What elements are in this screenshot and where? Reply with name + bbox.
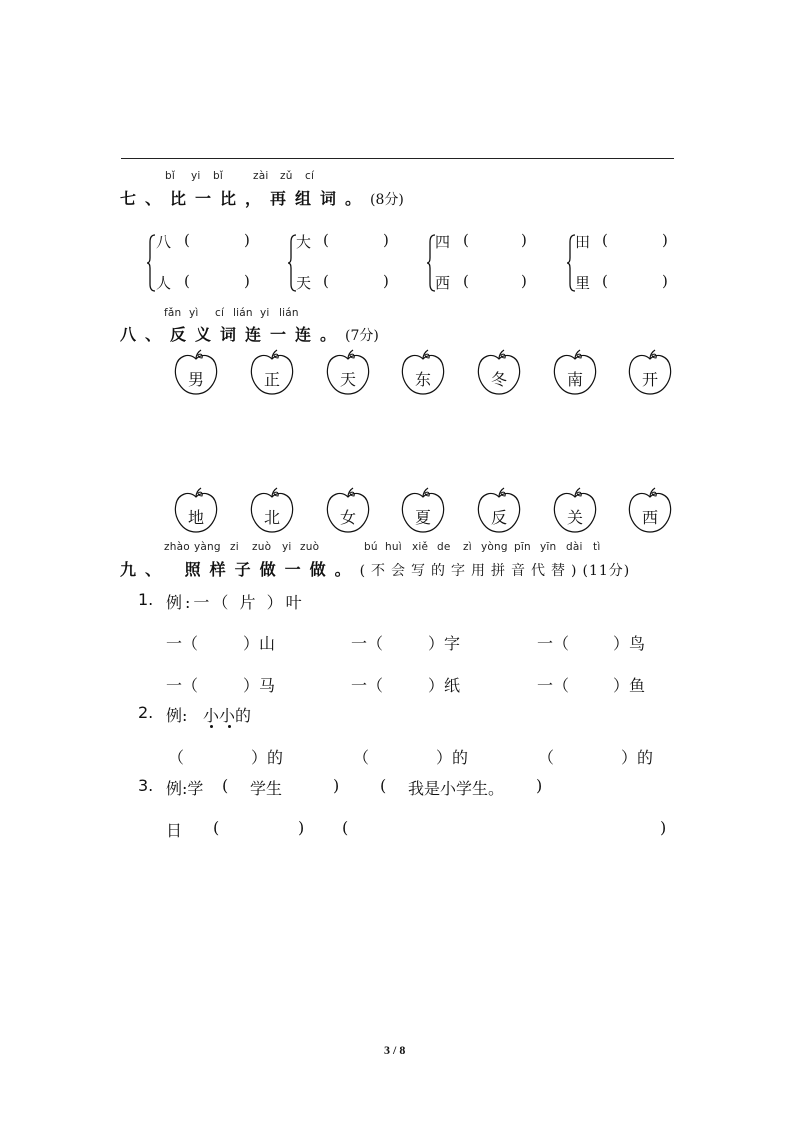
apple-char: 冬 bbox=[490, 370, 507, 389]
pinyin-1: bǐ bbox=[165, 170, 175, 182]
char-1b: 人 bbox=[156, 274, 172, 292]
apple-top-2[interactable] bbox=[248, 349, 296, 399]
q1-item-3-blank[interactable] bbox=[573, 633, 613, 651]
section-8-title: 八、反义词连一连。(7分) bbox=[120, 325, 379, 344]
pinyin-14: yīn bbox=[540, 541, 557, 553]
pinyin-12: yòng bbox=[481, 541, 508, 553]
apple-char: 南 bbox=[566, 370, 583, 389]
q2-blank-2[interactable] bbox=[371, 747, 435, 765]
q1-item-3-pre: 一（ bbox=[537, 634, 570, 653]
pinyin-5: yi bbox=[260, 307, 270, 319]
apple-char: 地 bbox=[187, 508, 204, 527]
pinyin-6: zuò bbox=[300, 541, 320, 553]
apple-bottom-2[interactable] bbox=[248, 487, 296, 537]
emphasis-dot bbox=[210, 725, 213, 728]
section-9-score: (11分) bbox=[582, 563, 631, 579]
apple-top-6[interactable] bbox=[551, 349, 599, 399]
apple-char: 开 bbox=[641, 370, 658, 389]
q1-item-4-post: ）马 bbox=[243, 676, 276, 695]
section-9-title: 九、 照样子做一做。(不会写的字用拼音代替)(11分) bbox=[120, 560, 631, 579]
q3-example-word: 学生 bbox=[250, 779, 283, 798]
q1-item-5-post: ）纸 bbox=[428, 676, 461, 695]
pinyin-3: cí bbox=[215, 307, 225, 319]
apple-bottom-7[interactable] bbox=[626, 487, 674, 537]
pinyin-7: bú bbox=[364, 541, 378, 553]
pinyin-16: tì bbox=[593, 541, 601, 553]
q1-item-1-blank[interactable] bbox=[202, 633, 242, 651]
q3-sentence-blank[interactable] bbox=[356, 820, 656, 838]
q1-item-6-blank[interactable] bbox=[573, 675, 613, 693]
q2-blank-3-close: ）的 bbox=[621, 748, 654, 767]
q1-example: 例:一（ 片 ）叶 bbox=[166, 593, 305, 612]
q1-item-1-post: ）山 bbox=[243, 634, 276, 653]
apple-char: 夏 bbox=[414, 508, 431, 527]
q1-item-5-pre: 一（ bbox=[351, 676, 384, 695]
q2-number: 2. bbox=[138, 703, 154, 722]
pinyin-6: lián bbox=[279, 307, 299, 319]
apple-char: 东 bbox=[414, 370, 431, 389]
q1-item-1-pre: 一（ bbox=[166, 634, 199, 653]
char-1a: 八 bbox=[156, 233, 172, 251]
pinyin-4: zuò bbox=[252, 541, 272, 553]
q2-blank-1-close: ）的 bbox=[251, 748, 284, 767]
pinyin-4: zài bbox=[253, 170, 269, 182]
pinyin-9: xiě bbox=[412, 541, 429, 553]
apple-char: 男 bbox=[187, 370, 204, 389]
section-7-title: 七、比一比，再组词。(8分) bbox=[120, 189, 404, 208]
q1-item-5-blank[interactable] bbox=[387, 675, 427, 693]
pinyin-2: yì bbox=[189, 307, 199, 319]
section-9-note: (不会写的字用拼音代替) bbox=[359, 563, 583, 579]
char-3b: 西 bbox=[435, 274, 451, 292]
pinyin-8: huì bbox=[385, 541, 402, 553]
emphasis-dot bbox=[228, 725, 231, 728]
header-rule bbox=[121, 158, 674, 159]
pinyin-3: bǐ bbox=[213, 170, 223, 182]
section-7-score: (8分) bbox=[370, 192, 404, 208]
apple-top-1[interactable] bbox=[172, 349, 220, 399]
q3-number: 3. bbox=[138, 776, 154, 795]
page-number: 3 / 8 bbox=[384, 1043, 406, 1057]
apple-top-7[interactable] bbox=[626, 349, 674, 399]
apple-top-3[interactable] bbox=[324, 349, 372, 399]
apple-char: 反 bbox=[490, 508, 507, 527]
q2-blank-2-open: （ bbox=[353, 748, 370, 767]
q1-item-6-post: ）鱼 bbox=[613, 676, 646, 695]
char-4b: 里 bbox=[575, 274, 591, 292]
brace-1 bbox=[146, 234, 156, 292]
q2-example: 小小的 bbox=[203, 706, 252, 725]
pinyin-5: yi bbox=[282, 541, 292, 553]
pinyin-3: zi bbox=[230, 541, 239, 553]
apple-char: 西 bbox=[641, 508, 658, 527]
pinyin-4: lián bbox=[233, 307, 253, 319]
apple-char: 正 bbox=[263, 370, 280, 389]
apple-char: 关 bbox=[566, 508, 583, 527]
pinyin-2: yi bbox=[191, 170, 201, 182]
pinyin-11: zì bbox=[463, 541, 472, 553]
apple-top-4[interactable] bbox=[399, 349, 447, 399]
apple-char: 北 bbox=[263, 508, 280, 527]
apple-bottom-3[interactable] bbox=[324, 487, 372, 537]
apple-char: 天 bbox=[339, 370, 356, 389]
q3-example-sentence: 我是小学生。 bbox=[408, 779, 505, 798]
apple-bottom-4[interactable] bbox=[399, 487, 447, 537]
pinyin-6: cí bbox=[305, 170, 315, 182]
q1-item-2-blank[interactable] bbox=[387, 633, 427, 651]
pinyin-2: yàng bbox=[194, 541, 221, 553]
q1-item-4-pre: 一（ bbox=[166, 676, 199, 695]
apple-bottom-5[interactable] bbox=[475, 487, 523, 537]
q1-number: 1. bbox=[138, 590, 154, 609]
apple-bottom-1[interactable] bbox=[172, 487, 220, 537]
apple-bottom-6[interactable] bbox=[551, 487, 599, 537]
q1-item-3-post: ）鸟 bbox=[613, 634, 646, 653]
q2-blank-2-close: ）的 bbox=[436, 748, 469, 767]
pinyin-1: zhào bbox=[164, 541, 190, 553]
pinyin-15: dài bbox=[566, 541, 583, 553]
char-2a: 大 bbox=[296, 233, 312, 251]
q1-item-2-post: ）字 bbox=[428, 634, 461, 653]
char-3a: 四 bbox=[435, 233, 451, 251]
q2-blank-3[interactable] bbox=[556, 747, 620, 765]
pinyin-10: de bbox=[437, 541, 451, 553]
q3-label: 例:学 bbox=[166, 779, 204, 798]
char-4a: 田 bbox=[575, 233, 591, 251]
pinyin-13: pīn bbox=[514, 541, 531, 553]
q3-char: 日 bbox=[166, 821, 183, 840]
q3-word-blank[interactable] bbox=[225, 820, 295, 838]
q1-item-2-pre: 一（ bbox=[351, 634, 384, 653]
q1-item-4-blank[interactable] bbox=[202, 675, 242, 693]
char-2b: 天 bbox=[296, 274, 312, 292]
section-8-score: (7分) bbox=[345, 328, 379, 344]
q1-item-6-pre: 一（ bbox=[537, 676, 570, 695]
q2-blank-1-open: （ bbox=[168, 748, 185, 767]
pinyin-1: fǎn bbox=[164, 307, 182, 319]
apple-top-5[interactable] bbox=[475, 349, 523, 399]
q2-blank-1[interactable] bbox=[186, 747, 250, 765]
apple-char: 女 bbox=[339, 508, 356, 527]
pinyin-5: zǔ bbox=[280, 170, 293, 182]
q2-label: 例: bbox=[166, 706, 188, 725]
q2-blank-3-open: （ bbox=[538, 748, 555, 767]
